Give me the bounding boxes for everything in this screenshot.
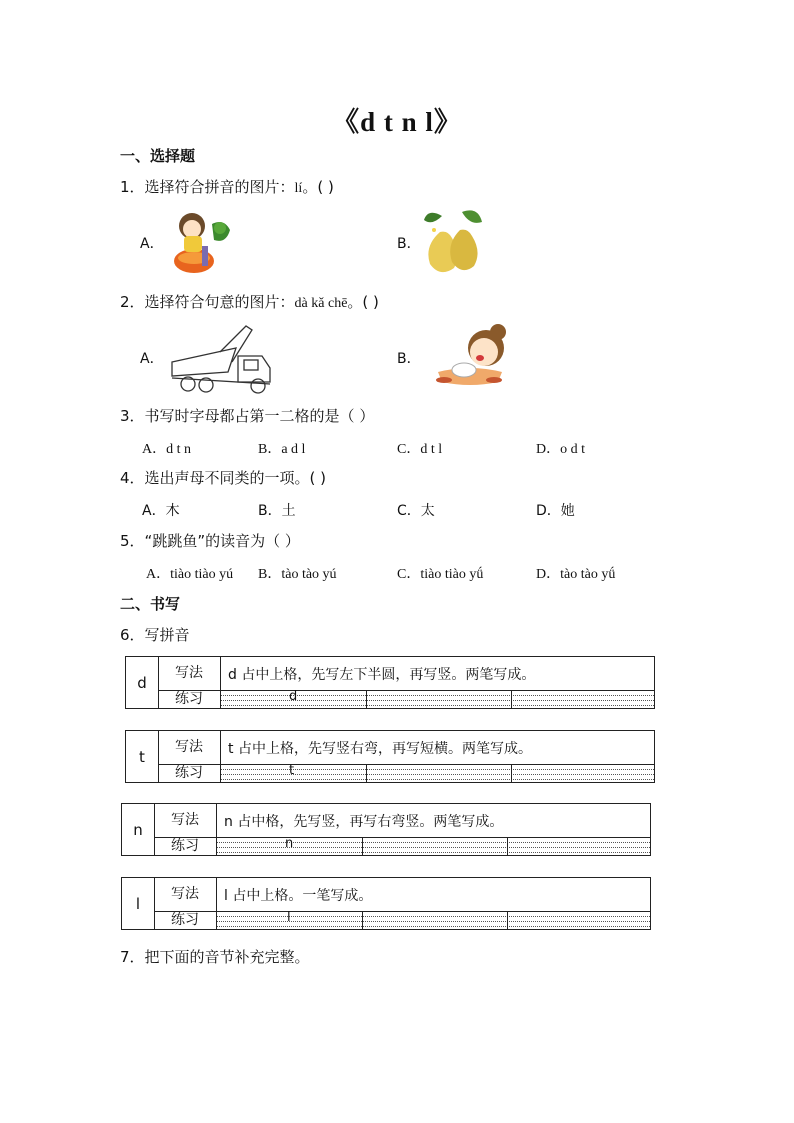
q5-option-b[interactable]: B．tào tào yú xyxy=(258,567,337,582)
writing-instruction: n 占中格，先写竖，再写右弯竖。两笔写成。 xyxy=(224,814,504,830)
practice-grid[interactable] xyxy=(217,838,650,856)
question-4: 4．选出声母不同类的一项。( ) xyxy=(120,469,327,487)
section-heading-writing: 二、书写 xyxy=(120,595,181,613)
q3-option-a[interactable]: A．d t n xyxy=(142,442,191,457)
q3-option-b[interactable]: B．a d l xyxy=(258,442,306,457)
q3-option-d[interactable]: D．o d t xyxy=(536,442,585,457)
table-letter: d xyxy=(126,657,159,708)
practice-grid[interactable] xyxy=(221,691,654,709)
question-7: 7．把下面的音节补充完整。 xyxy=(120,948,310,966)
question-1-text: 1．选择符合拼音的图片： xyxy=(120,178,295,196)
question-1-pinyin: lí xyxy=(294,181,303,196)
question-5: 5．“跳跳鱼”的读音为（ ） xyxy=(120,532,300,550)
practice-label: 练习 xyxy=(158,764,221,783)
practice-sample-letter: d xyxy=(289,689,298,704)
writing-table-n xyxy=(121,803,651,856)
section-heading-choice: 一、选择题 xyxy=(120,147,196,165)
q3-option-c[interactable]: C．d t l xyxy=(397,442,443,457)
practice-sample-letter: l xyxy=(287,910,291,925)
writing-instruction: d 占中上格，先写左下半圆，再写竖。两笔写成。 xyxy=(228,667,536,683)
method-label: 写法 xyxy=(154,878,217,911)
q4-option-c[interactable]: C．太 xyxy=(397,503,435,519)
girl-picking-vegetables-image[interactable] xyxy=(162,206,234,276)
practice-sample-letter: t xyxy=(289,763,295,778)
practice-label: 练习 xyxy=(154,837,217,856)
table-letter: t xyxy=(126,731,159,782)
practice-grid[interactable] xyxy=(221,765,654,783)
table-letter: n xyxy=(122,804,155,855)
q2-option-a-label[interactable]: A． xyxy=(140,351,164,367)
question-2-pinyin: dà kǎ chē xyxy=(294,296,348,311)
practice-sample-letter: n xyxy=(285,836,294,851)
q4-option-a[interactable]: A．木 xyxy=(142,503,180,519)
q4-option-d[interactable]: D．她 xyxy=(536,503,575,519)
q1-option-b-label[interactable]: B． xyxy=(397,236,421,252)
girl-eating-image[interactable] xyxy=(424,318,520,392)
question-1 xyxy=(120,176,334,197)
question-6: 6．写拼音 xyxy=(120,626,190,644)
method-label: 写法 xyxy=(158,731,221,764)
q5-option-c[interactable]: C．tiào tiào yǘ xyxy=(397,567,484,582)
q1-option-a-label[interactable]: A． xyxy=(140,236,164,252)
practice-label: 练习 xyxy=(154,911,217,930)
method-label: 写法 xyxy=(158,657,221,690)
writing-instruction: t 占中上格，先写竖右弯，再写短横。两笔写成。 xyxy=(228,741,532,757)
question-2-text: 2．选择符合句意的图片： xyxy=(120,293,295,311)
method-label: 写法 xyxy=(154,804,217,837)
writing-table-d xyxy=(125,656,655,709)
question-2-bracket: 。( ) xyxy=(347,293,379,311)
writing-table-l xyxy=(121,877,651,930)
dump-truck-image[interactable] xyxy=(166,322,272,394)
question-1-bracket: 。( ) xyxy=(302,178,334,196)
table-letter: l xyxy=(122,878,155,929)
question-3: 3．书写时字母都占第一二格的是（ ） xyxy=(120,407,375,425)
writing-instruction: l 占中上格。一笔写成。 xyxy=(224,888,373,904)
pear-image[interactable] xyxy=(418,206,490,278)
q5-option-d[interactable]: D．tào tào yǘ xyxy=(536,567,616,582)
practice-grid[interactable] xyxy=(217,912,650,930)
page-title: 《d t n l》 xyxy=(332,107,462,137)
writing-table-t xyxy=(125,730,655,783)
practice-label: 练习 xyxy=(158,690,221,709)
q5-option-a[interactable]: A．tiào tiào yú xyxy=(146,567,234,582)
q4-option-b[interactable]: B．土 xyxy=(258,503,296,519)
q2-option-b-label[interactable]: B． xyxy=(397,351,421,367)
question-2 xyxy=(120,291,379,312)
